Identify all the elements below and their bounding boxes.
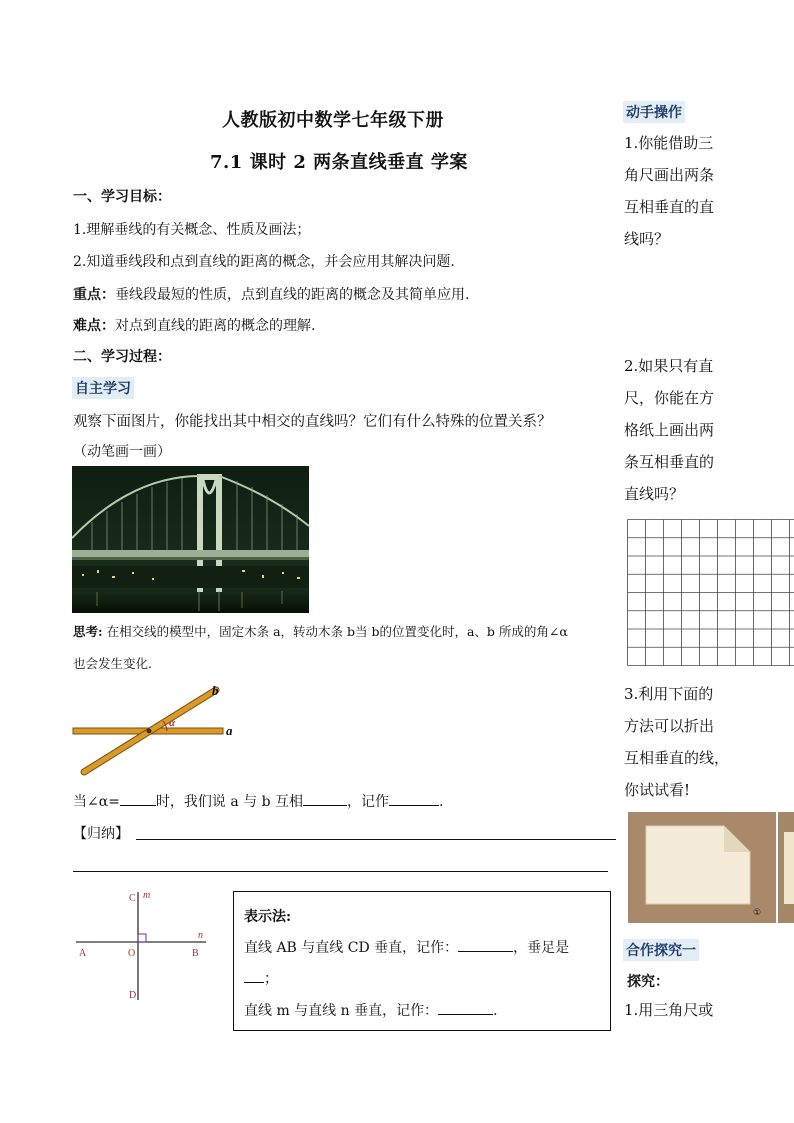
think-text-2: 也会发生变化. (73, 656, 152, 671)
notation-line-3-end: . (493, 1003, 498, 1019)
fill-in-sentence (73, 791, 443, 811)
key-point-label: 重点： (73, 287, 115, 303)
fill-text-1: 当∠α= (73, 794, 120, 810)
grid-paper[interactable] (627, 519, 794, 666)
summary-line-1[interactable] (136, 839, 616, 840)
q2-line-4: 条互相垂直的 (624, 453, 715, 471)
label-a: a (226, 723, 233, 738)
fold-step-label: ① (753, 908, 762, 918)
document-title: 人教版初中数学七年级下册 (222, 110, 444, 131)
bridge-photo (72, 466, 309, 613)
foot-point-blank[interactable] (244, 981, 264, 983)
ab-cd-notation-blank[interactable] (458, 950, 513, 952)
fill-text-2: 时，我们说 a 与 b 互相 (155, 794, 304, 810)
observe-text-2: （动笔画一画） (73, 444, 171, 460)
summary-label: 【归纳】 (73, 826, 129, 842)
difficulty-text: 对点到直线的距离的概念的理解. (115, 318, 316, 334)
observe-text-1: 观察下面图片，你能找出其中相交的直线吗？它们有什么特殊的位置关系？ (73, 414, 552, 430)
question-3 (624, 678, 729, 806)
q1-line-2: 角尺画出两条 (624, 166, 715, 184)
document-subtitle: 7.1 课时 2 两条直线垂直 学案 (210, 152, 468, 173)
explore-label: 探究： (627, 974, 669, 990)
difficulty-point (73, 315, 315, 335)
notation-line-3-text: 直线 m 与直线 n 垂直，记作： (244, 1003, 439, 1019)
self-study-tag: 自主学习 (72, 377, 134, 399)
goal-2: 2.知道垂线段和点到直线的距离的概念，并会应用其解决问题. (73, 254, 455, 270)
relation-blank[interactable] (303, 804, 347, 806)
difficulty-label: 难点： (73, 318, 115, 334)
fill-text-4: . (439, 794, 444, 810)
q3-line-3: 互相垂直的线， (624, 749, 730, 767)
notation-blank[interactable] (389, 804, 439, 806)
perpendicular-diagram (72, 886, 212, 1004)
angle-blank[interactable] (120, 804, 156, 806)
explore-line-1: 1.用三角尺或 (624, 1001, 714, 1019)
think-line-1: 在相交线的模型中，固定木条 a，转动木条 b当 b的位置变化时，a、b 所成的角∠α (102, 624, 568, 639)
label-c: C (129, 893, 136, 904)
q2-line-5: 直线吗？ (624, 485, 685, 503)
label-m: m (143, 890, 151, 901)
notation-heading: 表示法: (244, 909, 292, 925)
notation-line-3 (244, 1000, 498, 1020)
q3-line-2: 方法可以折出 (624, 717, 715, 735)
notation-line-1 (244, 937, 569, 957)
q1-line-1: 1.你能借助三 (624, 134, 714, 152)
q3-line-4: 你试试看! (624, 781, 691, 799)
q3-line-1: 3.利用下面的 (624, 685, 714, 703)
label-o: O (128, 948, 136, 959)
q1-line-3: 互相垂直的直 (624, 198, 715, 216)
think-label: 思考: (73, 624, 103, 639)
key-point-text: 垂线段最短的性质，点到直线的距离的概念及其简单应用. (115, 287, 470, 303)
hands-on-tag: 动手操作 (623, 101, 685, 123)
section2-heading: 二、学习过程： (73, 349, 171, 365)
q2-line-3: 格纸上画出两 (624, 421, 715, 439)
notation-box (233, 891, 611, 1031)
section1-heading: 一、学习目标： (73, 189, 171, 205)
question-1 (624, 127, 714, 255)
notation-line-2-end: ； (264, 971, 278, 987)
notation-line-1-foot: ，垂足是 (513, 940, 570, 956)
q1-line-4: 线吗？ (624, 230, 670, 248)
notation-line-1-text: 直线 AB 与直线 CD 垂直，记作： (244, 940, 459, 956)
cooperate-tag: 合作探究一 (623, 939, 699, 961)
label-b: b (212, 684, 219, 698)
stick-diagram (70, 684, 250, 780)
question-2 (624, 350, 714, 510)
label-b-point: B (192, 948, 199, 959)
goal-1: 1.理解垂线的有关概念、性质及画法； (73, 222, 311, 238)
alpha-label: α (169, 717, 176, 729)
key-point (73, 284, 469, 304)
label-n: n (198, 930, 203, 941)
notation-line-2 (244, 968, 278, 988)
think-text-1 (73, 622, 568, 640)
summary-line-2[interactable] (73, 871, 608, 872)
q2-line-1: 2.如果只有直 (624, 357, 714, 375)
folding-photo (628, 812, 794, 923)
label-a-point: A (79, 948, 87, 959)
mn-notation-blank[interactable] (438, 1013, 493, 1015)
label-d: D (129, 990, 137, 1001)
q2-line-2: 尺，你能在方 (624, 389, 715, 407)
fill-text-3: ，记作 (347, 794, 390, 810)
